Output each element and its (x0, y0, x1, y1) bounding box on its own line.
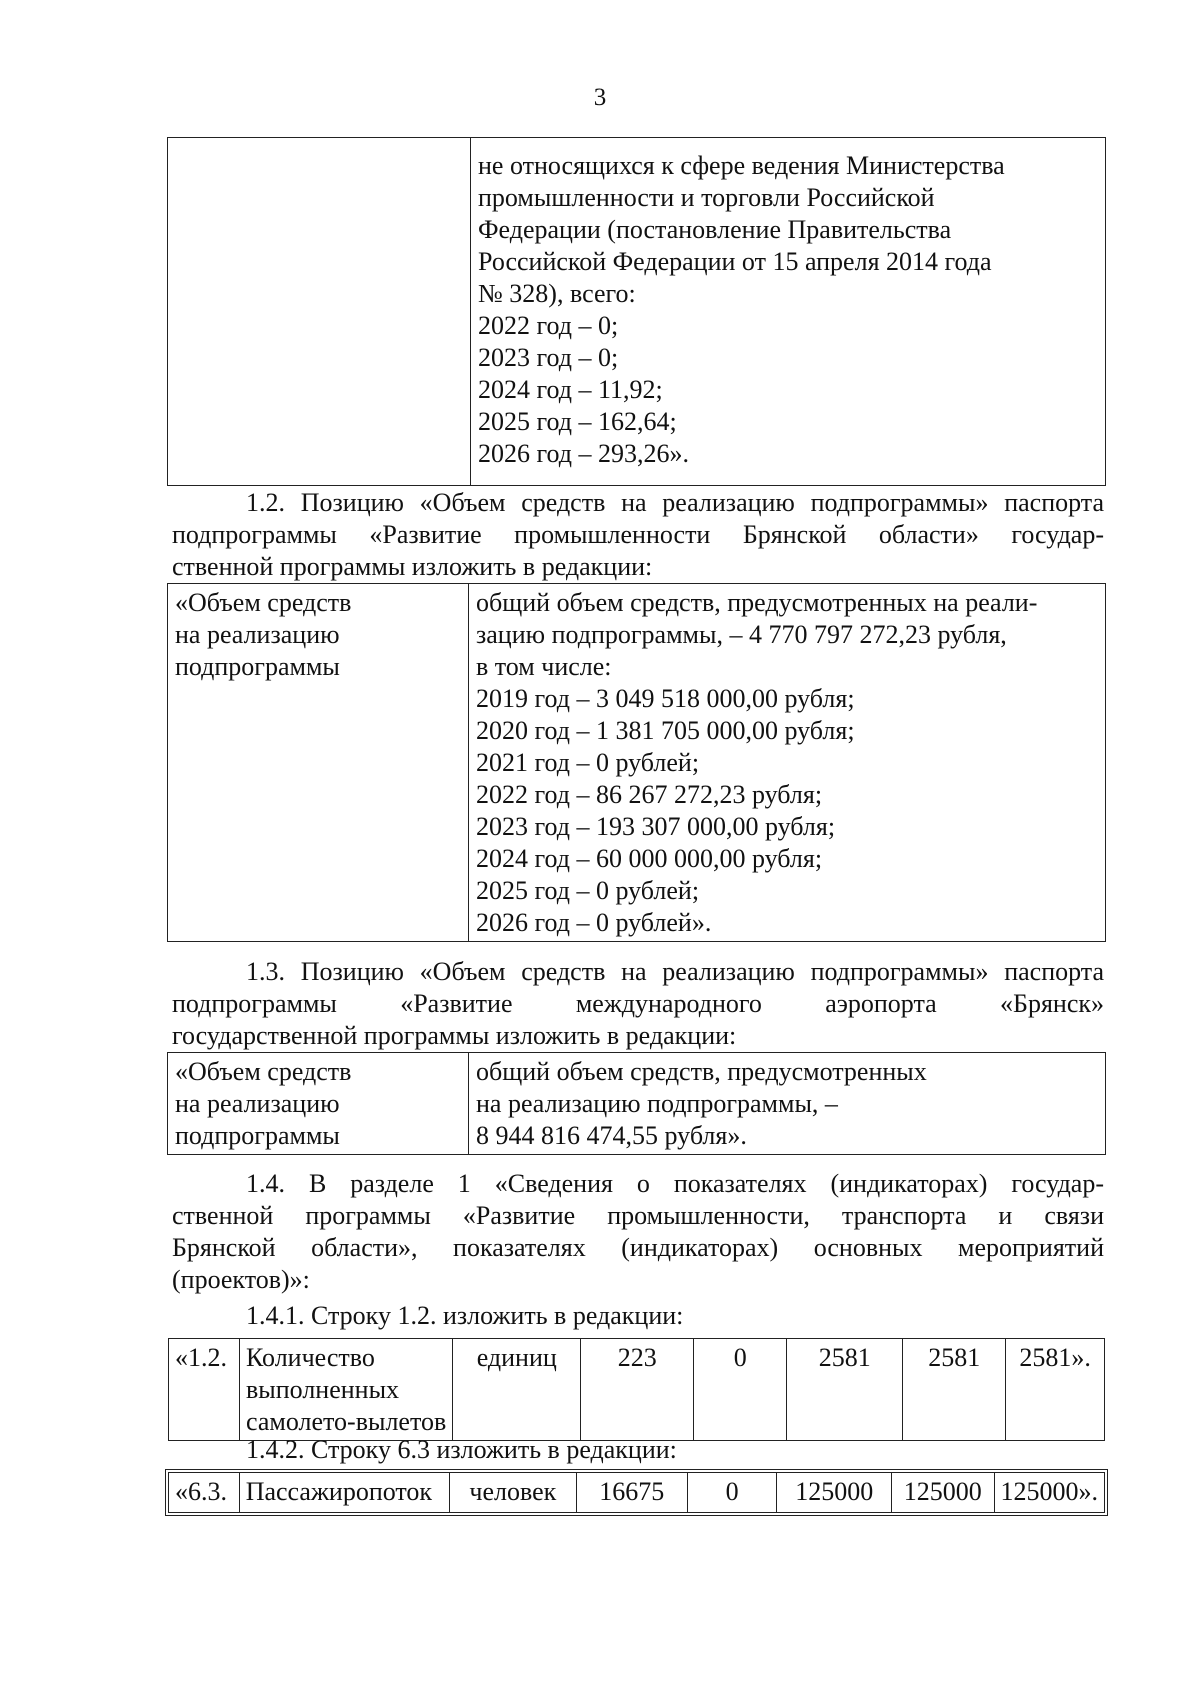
paragraph-1-4 (172, 1168, 1104, 1296)
text-line: Федерации (постановление Правительства (478, 215, 952, 244)
unit-cell: единиц (453, 1339, 581, 1441)
unit-cell: человек (450, 1473, 577, 1513)
paragraph-1-3 (172, 956, 1104, 1052)
text-line: самолето-вылетов (246, 1407, 447, 1436)
text-line: «Объем средств (175, 588, 352, 617)
text-line: общий объем средств, предусмотренных (476, 1057, 927, 1086)
text-line: подпрограммы (175, 1121, 340, 1150)
table-row (169, 1339, 1105, 1441)
value-cell: 16675 (576, 1473, 687, 1513)
table-cell-funding-text (469, 584, 1106, 942)
paragraph-line: ственной программы «Развитие промышленности, транспорта и связи (172, 1201, 1104, 1230)
value-cell: 223 (581, 1339, 694, 1441)
text-line: 2019 год – 3 049 518 000,00 рубля; (476, 684, 855, 713)
paragraph-line: 1.2. Позицию «Объем средств на реализацию подпрограммы» паспорта (246, 488, 1104, 517)
text-line: 8 944 816 474,55 рубля». (476, 1121, 747, 1150)
table-row (169, 1473, 1105, 1513)
value-cell: 2581». (1006, 1339, 1105, 1441)
value-cell: 0 (694, 1339, 787, 1441)
text-line: 2023 год – 193 307 000,00 рубля; (476, 812, 836, 841)
text-line: зацию подпрограммы, – 4 770 797 272,23 рубля, (476, 620, 1007, 649)
text-line: 2025 год – 0 рублей; (476, 876, 700, 905)
text-line: 2024 год – 11,92; (478, 375, 663, 404)
paragraph-line: 1.4. В разделе 1 «Сведения о показателях (индикаторах) государ- (246, 1169, 1104, 1198)
text-line: Количество (246, 1343, 375, 1372)
indicator-row-1-2-table (168, 1338, 1105, 1441)
paragraph-line: подпрограммы «Развитие промышленности Брянской области» государ- (172, 520, 1104, 549)
text-line: выполненных (246, 1375, 400, 1404)
value-cell: 0 (687, 1473, 777, 1513)
text-line: № 328), всего: (478, 279, 636, 308)
text-line: общий объем средств, предусмотренных на реали- (476, 588, 1038, 617)
table-cell-funding-text (469, 1053, 1106, 1155)
text-line: подпрограммы (175, 652, 340, 681)
value-cell: 125000 (892, 1473, 994, 1513)
paragraph-line: Брянской области», показателях (индикаторах) основных мероприятий (172, 1233, 1104, 1262)
paragraph-line: государственной программы изложить в редакции: (172, 1021, 737, 1050)
table-cell-label (168, 584, 469, 942)
value-cell: 125000 (777, 1473, 892, 1513)
paragraph-line: 1.3. Позицию «Объем средств на реализацию подпрограммы» паспорта (246, 957, 1104, 986)
text-line: на реализацию (175, 620, 340, 649)
text-line: 2022 год – 0; (478, 311, 619, 340)
table-cell-label (168, 1053, 469, 1155)
text-line: 2026 год – 0 рублей». (476, 908, 712, 937)
paragraph-line: ственной программы изложить в редакции: (172, 552, 653, 581)
row-number-cell: «6.3. (169, 1473, 240, 1513)
text-line: в том числе: (476, 652, 612, 681)
paragraph-1-4-1: 1.4.1. Строку 1.2. изложить в редакции: (246, 1301, 684, 1330)
paragraph-1-4-2: 1.4.2. Строку 6.3 изложить в редакции: (246, 1435, 677, 1464)
text-line: 2020 год – 1 381 705 000,00 рубля; (476, 716, 855, 745)
text-line: на реализацию (175, 1089, 340, 1118)
indicator-row-6-3-table (168, 1472, 1105, 1513)
indicator-name-cell: Пассажиропоток (239, 1473, 449, 1513)
text-line: на реализацию подпрограммы, – (476, 1089, 838, 1118)
text-line: Российской Федерации от 15 апреля 2014 года (478, 247, 992, 276)
text-line: не относящихся к сфере ведения Министерства (478, 151, 1005, 180)
row-number-cell: «1.2. (169, 1339, 240, 1441)
page-number: 3 (593, 84, 607, 111)
table-cell-funding-text (471, 138, 1106, 486)
subprogram-industry-funding-table (167, 583, 1106, 942)
value-cell: 125000». (994, 1473, 1105, 1513)
paragraph-1-2 (172, 487, 1104, 583)
value-cell: 2581 (903, 1339, 1006, 1441)
paragraph-line: подпрограммы «Развитие международного аэропорта «Брянск» (172, 989, 1104, 1018)
paragraph-line: (проектов)»: (172, 1265, 310, 1294)
text-line: промышленности и торговли Российской (478, 183, 935, 212)
text-line: 2024 год – 60 000 000,00 рубля; (476, 844, 823, 873)
indicator-name-cell (240, 1339, 453, 1441)
table-cell-empty (168, 138, 471, 486)
text-line: 2023 год – 0; (478, 343, 619, 372)
text-line: «Объем средств (175, 1057, 352, 1086)
text-line: 2022 год – 86 267 272,23 рубля; (476, 780, 823, 809)
subprogram-airport-funding-table (167, 1052, 1106, 1155)
text-line: 2021 год – 0 рублей; (476, 748, 700, 777)
text-line: 2025 год – 162,64; (478, 407, 677, 436)
value-cell: 2581 (787, 1339, 903, 1441)
budget-table-continuation (167, 137, 1106, 486)
text-line: 2026 год – 293,26». (478, 439, 689, 468)
